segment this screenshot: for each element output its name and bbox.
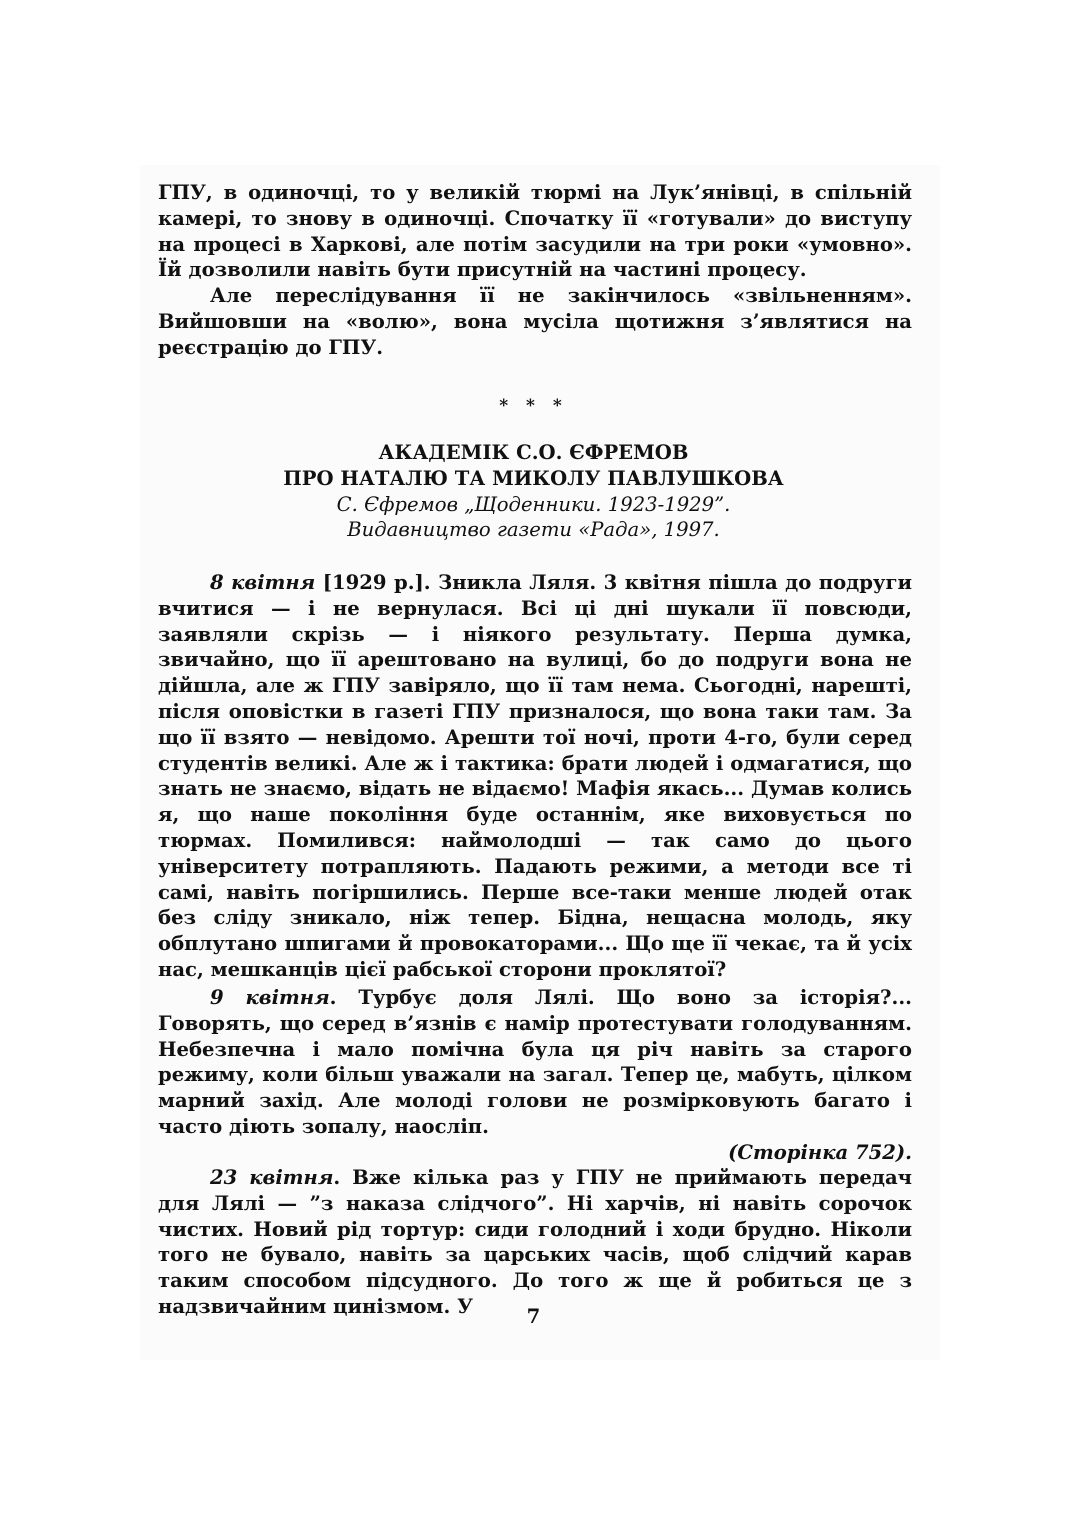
entry-date: 9 квітня — [210, 986, 330, 1009]
section-heading — [0, 440, 1067, 543]
page-number: 7 — [526, 1305, 541, 1328]
entry-text: [1929 р.]. Зникла Ляля. 3 квітня пішла до подруги вчитися — і не вернулася. Всі ці дні шукали її повсюди, заявляли скрізь — і ніякого результату. Перша думка, звичайно, що її арештовано на вулиці, бо до подруги вона не дійшла, але ж ГПУ завіряло, що її там нема. Сьогодні, нарешті, після оповістки в газеті ГПУ призналося, що вона таки там. За що її взято — невідомо. Арешти тої ночі, проти 4-го, були серед студентів великі. Але ж і тактика: брати людей і одмагатися, що знать не знаємо, відать не відаємо! Мафія якась... Думав колись я, що наше покоління буде останнім, яке виховується по тюрмах. Помилився: наймолодші — так само до цього університету потрапляють. Падають режими, а методи все ті самі, навіть погіршились. Перше все-таки менше людей отак без сліду зникало, ніж тепер. Бідна, нещасна молодь, яку обплутано шпигами й провокаторами... Що ще її чекає, та й усіх нас, мешканців цієї рабської сторони проклятої? — [158, 571, 912, 981]
diary-entry — [158, 1165, 912, 1320]
section-separator: * * * — [499, 396, 568, 416]
source-line: Видавництво газети «Рада», 1997. — [347, 518, 720, 542]
entry-text: . Турбує доля Лялі. Що воно за історія?... Говорять, що серед в’язнів є намір протестувати голодуванням. Небезпечна і мало помічна була ця річ навіть за старого режиму, коли більш уважали на загал. Тепер це, мабуть, цілком марний захід. Але молоді голови не розмірковують багато і часто діють зопалу, наосліп. — [158, 986, 912, 1138]
diary-entry — [158, 985, 912, 1166]
page-reference: (Сторінка 752). — [728, 1140, 912, 1164]
source-line: С. Єфремов „Щоденники. 1923-1929”. — [336, 492, 731, 516]
entry-date: 23 квітня — [210, 1166, 334, 1189]
entry-date: 8 квітня — [210, 571, 316, 594]
paragraph: ГПУ, в одиночці, то у великій тюрмі на Лук’янівці, в спільній камері, то знову в одиночці. Спочатку її «готували» до виступу на процесі в Харкові, але потім засудили на три роки «умовно». Їй дозволили навіть бути присутній на частині процесу. — [158, 181, 912, 282]
entry-text: . Вже кілька раз у ГПУ не приймають передач для Лялі — ”з наказа слідчого”. Ні харчів, ні навіть сорочок чистих. Новий рід тортур: сиди голодний і ходи брудно. Ніколи того не бувало, навіть за царських часів, щоб слідчий карав таким способом підсудного. До того ж ще й робиться це з надзвичайним цинізмом. У — [158, 1166, 912, 1318]
entry-paragraph — [158, 570, 912, 983]
paragraph: Але переслідування її не закінчилось «звільненням». Вийшовши на «волю», вона мусіла щотижня з’являтися на реєстрацію до ГПУ. — [158, 284, 912, 359]
entry-paragraph — [158, 985, 912, 1140]
diary-entry — [158, 570, 912, 983]
heading-line: АКАДЕМІК С.О. ЄФРЕМОВ — [378, 441, 689, 464]
top-paragraph — [158, 180, 912, 361]
heading-line: ПРО НАТАЛЮ ТА МИКОЛУ ПАВЛУШКОВА — [283, 466, 784, 490]
entry-paragraph — [158, 1165, 912, 1320]
